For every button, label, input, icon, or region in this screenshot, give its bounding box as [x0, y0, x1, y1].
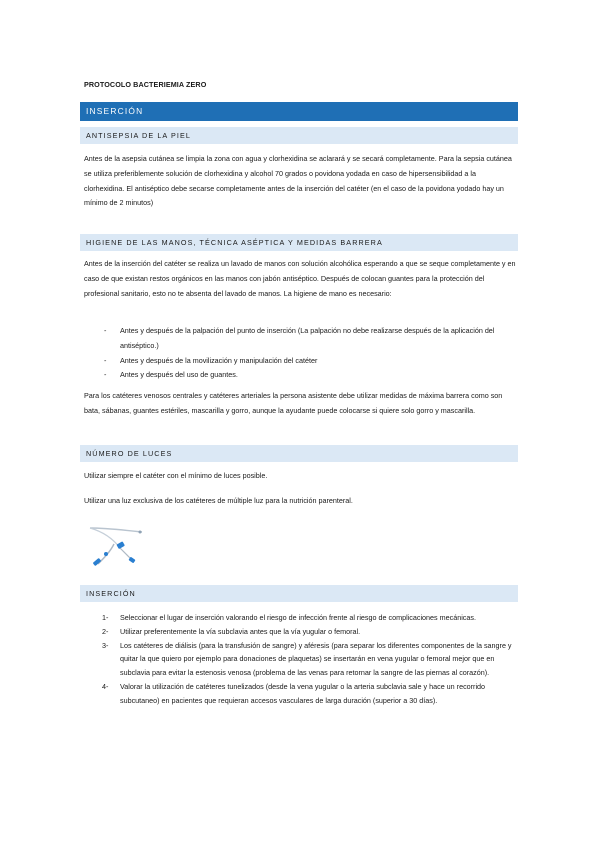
list-item-text: Utilizar preferentemente la vía subclavia antes que la vía yugular o femoral.: [120, 626, 361, 636]
list-item: [84, 639, 516, 680]
bullet-text: Antes y después de la palpación del punto de inserción (La palpación no debe realizarse después de la aplicación del antiséptico.): [120, 326, 495, 350]
list-item: [84, 680, 516, 708]
list-item-text: Valorar la utilización de catéteres tunelizados (desde la vena yugular o la arteria subclavia sale y hace un recorrido subcutaneo) en pacientes que requieran accesos vasculares de larga duración (superior a 30 días).: [120, 681, 486, 705]
higiene-paragraph-2: Para los catéteres venosos centrales y catéteres arteriales la persona asistente debe utilizar medidas de máxima barrera como son bata, sábanas, guantes estériles, mascarilla y gorro, aunque la ayudante puede colocarse si quiere solo gorro y mascarilla.: [84, 391, 503, 415]
antisepsia-heading: ANTISEPSIA DE LA PIEL: [80, 127, 518, 144]
bullet-text: Antes y después del uso de guantes.: [120, 370, 238, 380]
insercion-heading: INSERCIÓN: [80, 585, 518, 602]
section-main-header: INSERCIÓN: [80, 102, 518, 121]
list-item: [84, 625, 516, 639]
list-marker: 3-: [102, 640, 109, 650]
list-marker: 4-: [102, 681, 109, 691]
luces-heading: NÚMERO DE LUCES: [80, 445, 518, 462]
list-item: [84, 324, 516, 354]
antisepsia-paragraph: Antes de la asepsia cutánea se limpia la zona con agua y clorhexidina se aclarará y se secará completamente. Para la sepsia cutánea se utiliza preferiblemente solución de clorhexidina y alcohol 70 grados o povidona yodada en caso de hipersensibilidad a la clorhexidina. El antiséptico debe secarse completamente antes de la inserción del catéter (en el caso de la povidona yodado hay un mínimo de 2 minutos): [84, 154, 512, 208]
luces-line-2: Utilizar una luz exclusiva de los catéteres de múltiple luz para la nutrición parenteral.: [84, 496, 353, 505]
higiene-heading: HIGIENE DE LAS MANOS, TÉCNICA ASÉPTICA Y MEDIDAS BARRERA: [80, 234, 518, 251]
document-title: PROTOCOLO BACTERIEMIA ZERO: [84, 80, 207, 89]
catheter-image: [84, 518, 146, 568]
bullet-marker: -: [104, 370, 107, 380]
list-marker: 2-: [102, 626, 109, 636]
luces-line-1: Utilizar siempre el catéter con el mínimo de luces posible.: [84, 471, 268, 480]
list-item-text: Seleccionar el lugar de inserción valorando el riesgo de infección frente al riesgo de complicaciones mecánicas.: [120, 613, 476, 622]
list-item: [84, 354, 516, 369]
list-item: [84, 611, 516, 625]
higiene-paragraph-1: Antes de la inserción del catéter se realiza un lavado de manos con solución alcohólica esperando a que se seque completamente y en caso de que existan restos orgánicos en las manos con jabón antiséptico. Después de colocan guantes para la protección del profesional sanitario, esto no te absenta del lavado de manos. La higiene de mano es necesario:: [84, 259, 516, 298]
list-item: [84, 368, 516, 383]
higiene-bullet-list: [84, 324, 516, 383]
insercion-numbered-list: [84, 611, 516, 708]
bullet-marker: -: [104, 326, 107, 335]
bullet-marker: -: [104, 355, 107, 365]
list-marker: 1-: [102, 613, 109, 622]
list-item-text: Los catéteres de diálisis (para la transfusión de sangre) y aféresis (para separar los diferentes componentes de la sangre y quitar la que quiero por ejemplo para donaciones de plaquetas) se insertarán en vena yugular o femoral mejor que en subclavia para evitar la estenosis venosa (problema de las venas para retornar la sangre de las piernas al corazón).: [120, 640, 512, 678]
bullet-text: Antes y después de la movilización y manipulación del catéter: [120, 355, 318, 365]
